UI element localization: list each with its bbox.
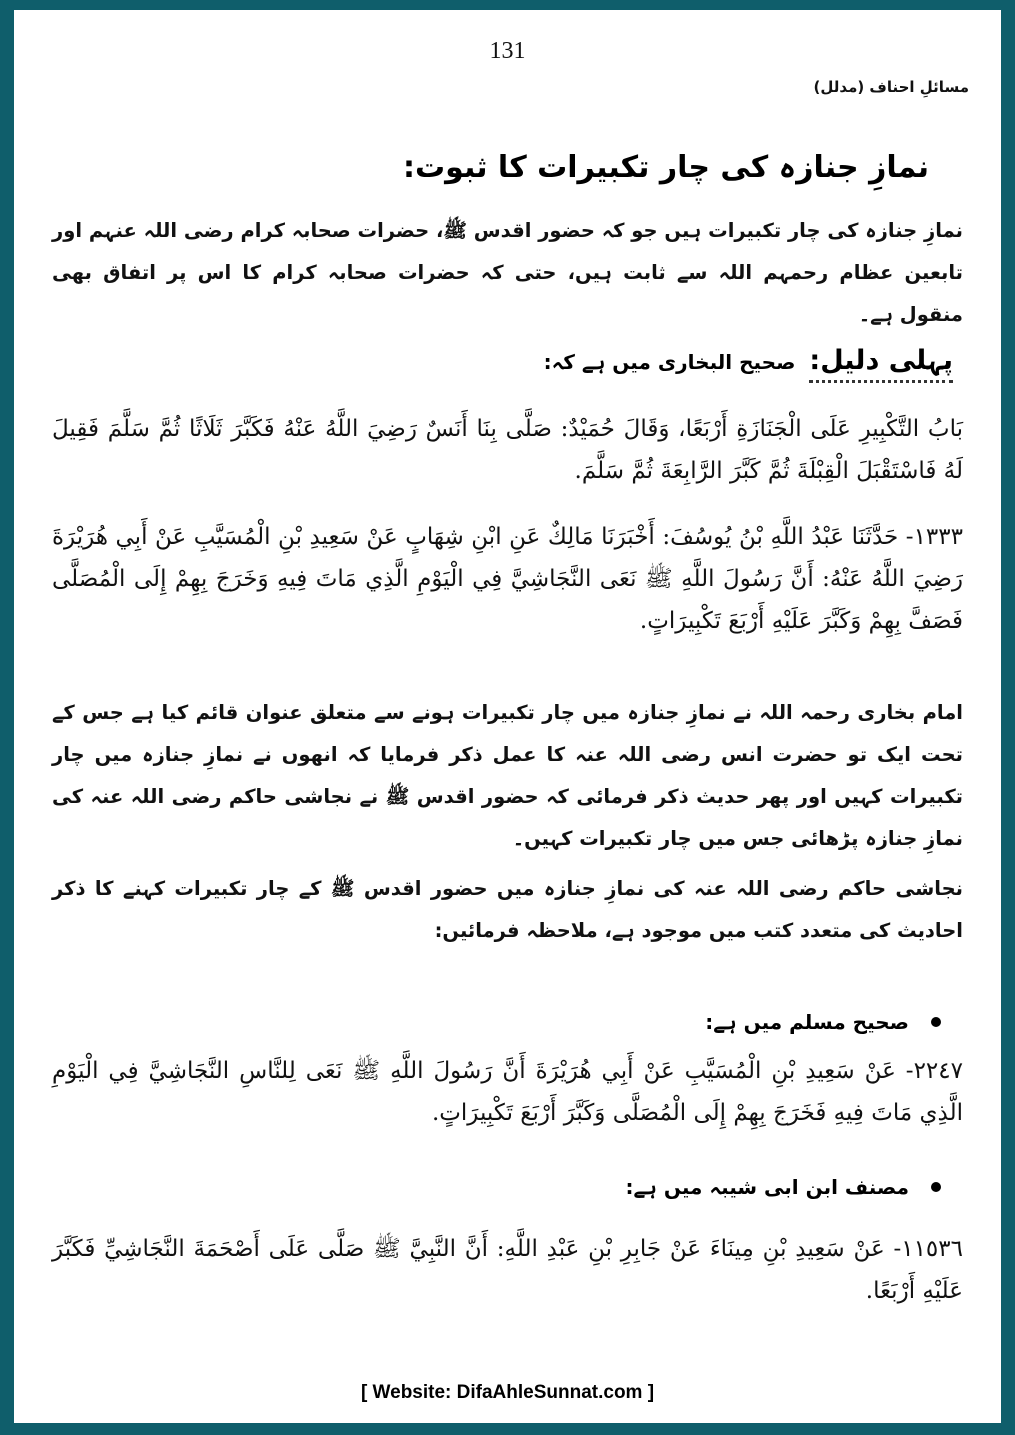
website-footer: [ Website: DifaAhleSunnat.com ] — [360, 1382, 655, 1403]
first-proof-subtitle: صحیح البخاری میں ہے کہ: — [543, 350, 796, 374]
document-page — [14, 10, 1001, 1423]
muslim-label: صحیح مسلم میں ہے: — [705, 1010, 909, 1034]
page-number: 131 — [489, 38, 526, 64]
ibn-abi-shaybah-hadith-text: ١١٥٣٦- عَنْ سَعِيدِ بْنِ مِينَاءَ عَنْ جَابِرِ بْنِ عَبْدِ اللَّهِ: أَنَّ النَّبِيَّ ﷺ صَلَّى عَلَى أَصْحَمَةَ النَّجَاشِيِّ فَكَبَّرَ عَلَيْهِ أَرْبَعًا. — [52, 1236, 963, 1304]
bullet-icon — [931, 1182, 941, 1192]
section-heading: نمازِ جنازہ کی چار تکبیرات کا ثبوت: — [403, 150, 929, 185]
explanation-paragraph-2: نجاشی حاکم رضی اللہ عنہ کی نمازِ جنازہ میں حضور اقدس ﷺ کے چار تکبیرات کہنے کا ذکر احادیث کی متعدد کتب میں موجود ہے، ملاحظہ فرمائیں: — [52, 877, 963, 942]
intro-paragraph: نمازِ جنازہ کی چار تکبیرات ہیں جو کہ حضور اقدس ﷺ، حضرات صحابہ کرام رضی اللہ عنہم اور تابعین عظام رحمہم اللہ سے ثابت ہیں، حتی کہ حضرات صحابہ کرام کا اس پر اتفاق بھی منقول ہے۔ — [52, 219, 963, 326]
first-proof-title: پہلی دلیل: — [809, 345, 953, 383]
bukhari-hadith-text: ١٣٣٣- حَدَّثَنَا عَبْدُ اللَّهِ بْنُ يُوسُفَ: أَخْبَرَنَا مَالِكٌ عَنِ ابْنِ شِهَابٍ عَنْ سَعِيدِ بْنِ الْمُسَيَّبِ عَنْ أَبِي هُرَيْرَةَ رَضِيَ اللَّهُ عَنْهُ: أَنَّ رَسُولَ اللَّهِ ﷺ نَعَى النَّجَاشِيَّ فِي الْيَوْمِ الَّذِي مَاتَ فِيهِ وَخَرَجَ بِهِمْ إِلَى الْمُصَلَّى فَصَفَّ بِهِمْ وَكَبَّرَ عَلَيْهِ أَرْبَعَ تَكْبِيرَاتٍ. — [52, 524, 963, 634]
muslim-hadith-text: ٢٢٤٧- عَنْ سَعِيدِ بْنِ الْمُسَيَّبِ عَنْ أَبِي هُرَيْرَةَ أَنَّ رَسُولَ اللَّهِ ﷺ نَعَى لِلنَّاسِ النَّجَاشِيَّ فِي الْيَوْمِ الَّذِي مَاتَ فِيهِ فَخَرَجَ بِهِمْ إِلَى الْمُصَلَّى وَكَبَّرَ أَرْبَعَ تَكْبِيرَاتٍ. — [52, 1058, 963, 1126]
running-head: مسائلِ احناف (مدلل) — [813, 78, 969, 96]
ibn-abi-shaybah-label: مصنف ابن ابی شیبہ میں ہے: — [625, 1175, 909, 1199]
ibn-abi-shaybah-bullet — [625, 1175, 941, 1199]
explanation-paragraph-1: امام بخاری رحمہ اللہ نے نمازِ جنازہ میں چار تکبیرات ہونے سے متعلق عنوان قائم کیا ہے جس کے تحت ایک تو حضرت انس رضی اللہ عنہ کا عمل ذکر فرمایا کہ انھوں نے نمازِ جنازہ میں چار تکبیرات کہیں اور پھر حدیث ذکر فرمائی کہ حضور اقدس ﷺ نے نجاشی حاکم رضی اللہ عنہ کی نمازِ جنازہ پڑھائی جس میں چار تکبیرات کہیں۔ — [52, 701, 963, 850]
first-proof-heading — [544, 345, 953, 383]
bullet-icon — [931, 1017, 941, 1027]
muslim-bullet — [705, 1010, 941, 1034]
bukhari-bab-text: بَابُ التَّكْبِيرِ عَلَى الْجَنَازَةِ أَرْبَعًا، وَقَالَ حُمَيْدٌ: صَلَّى بِنَا أَنَسٌ رَضِيَ اللَّهُ عَنْهُ فَكَبَّرَ ثَلَاثًا ثُمَّ سَلَّمَ فَقِيلَ لَهُ فَاسْتَقْبَلَ الْقِبْلَةَ ثُمَّ كَبَّرَ الرَّابِعَةَ ثُمَّ سَلَّمَ. — [52, 416, 963, 484]
